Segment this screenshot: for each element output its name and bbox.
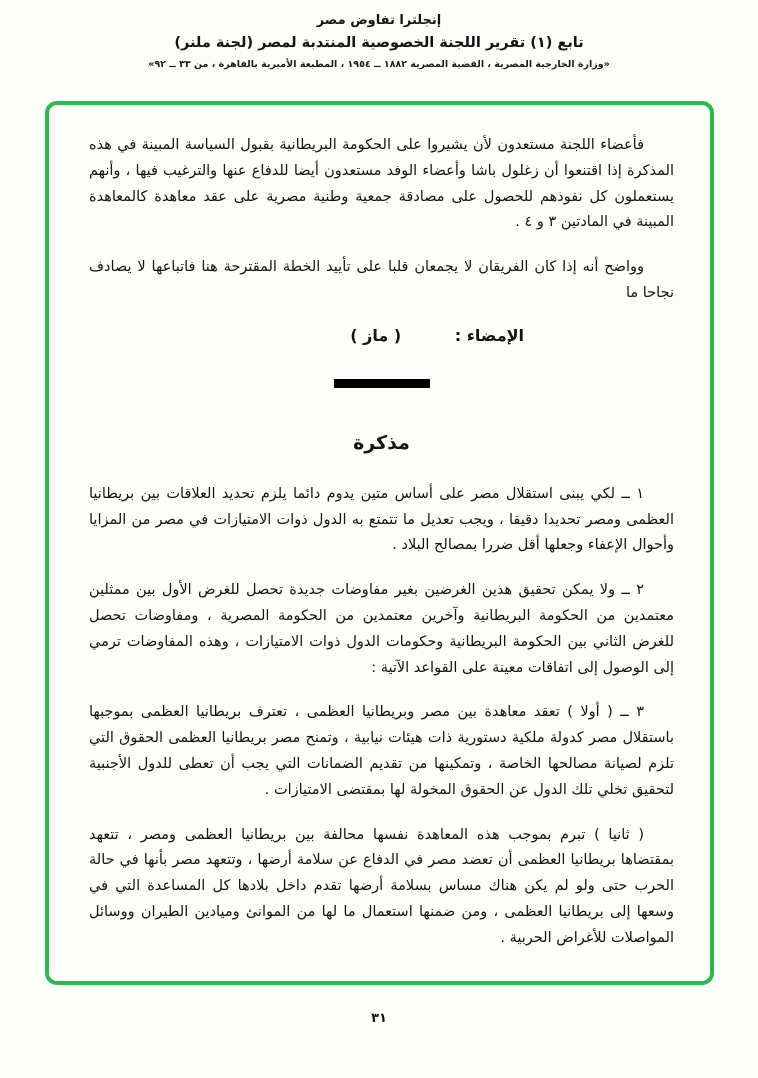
memo-item-4: ( ثانيا ) تبرم بموجب هذه المعاهدة نفسها محالفة بين بريطانيا العظمى ومصر ، تتعهد بمقتضاها بريطانيا العظمى أن تعضد مصر في الدفاع عن سلامة أرضها ، وتتعهد مصر بأنها في حالة الحرب حتى ولو لم يكن هناك مساس بسلامة أرضها تقدم داخل بلادها كل المساعدة التي في وسعها إلى بريطانيا العظمى ، ومن ضمنها استعمال ما لها من الموانئ وميادين الطيران ووسائل المواصلات للأغراض الحربية . [89,826,674,946]
page-number: ٣١ [371,1011,387,1026]
paragraph-2: وواضح أنه إذا كان الفريقان لا يجمعان قلبا على تأييد الخطة المقترحة هنا فاتباعها لا يصادف نجاحا ما [89,259,674,301]
content-frame [45,101,714,985]
header-source-citation: «وزارة الخارجية المصرية ، القضية المصرية ١٨٨٢ ــ ١٩٥٤ ، المطبعة الأميرية بالقاهرة ، من ٣٣ ــ ٩٢» [148,59,610,70]
header-subtitle: تابع (١) تقرير اللجنة الخصوصية المنتدبة لمصر (لجنة ملنر) [174,35,584,51]
signature-line [89,326,674,345]
paragraph-1: فأعضاء اللجنة مستعدون لأن يشيروا على الحكومة البريطانية بقبول السياسة المبينة في هذه المذكرة إذا اقتنعوا أن زغلول باشا وأعضاء الوفد مستعدون أيضا للدفاع عنها والترغيب فيها ، وأنهم يستعملون كل نفوذهم للحصول على مصادقة جمعية وطنية مصرية على عقد معاهدة كالمعاهدة المبينة في المادتين ٣ و ٤ . [89,137,674,231]
section-divider-bar [334,379,430,388]
memo-item-3: ٣ ــ ( أولا ) تعقد معاهدة بين مصر وبريطانيا العظمى ، تعترف بريطانيا العظمى بموجبها باستقلال مصر كدولة ملكية دستورية ذات هيئات نيابية ، وتمنح مصر بريطانيا العظمى الحقوق التي تلزم لصيانة مصالحها الخاصة ، وتمكينها من تقديم الضمانات التي يجب أن تعطى للدول الأجنبية لتحقيق تخلي تلك الدول عن الحقوق المخولة لها بمقتضى الامتيازات . [89,704,674,798]
document-header [0,0,758,70]
header-title: إنجلترا تفاوض مصر [316,13,442,28]
memo-title: مذكرة [353,431,410,454]
signature-value: ( ماز ) [350,325,402,345]
memo-item-1: ١ ــ لكي يبنى استقلال مصر على أساس متين يدوم دائما يلزم تحديد العلاقات بين بريطانيا العظمى ومصر تحديدا دقيقا ، ويجب تعديل ما تتمتع به الدول ذوات الامتيازات في مصر من المزايا وأحوال الإعفاء وجعلها أقل ضررا بمصالح البلاد . [89,485,674,554]
signature-label: الإمضاء : [454,325,524,345]
memo-item-2: ٢ ــ ولا يمكن تحقيق هذين الغرضين بغير مفاوضات جديدة تحصل للغرض الأول بين ممثلين معتمدين من الحكومة البريطانية وآخرين معتمدين من الحكومة المصرية ، ومفاوضات تحصل للغرض الثاني بين الحكومة البريطانية وحكومات الدول ذوات الامتيازات ، وهذه المفاوضات ترمي إلى الوصول إلى اتفاقات معينة على القواعد الآتية : [89,582,674,676]
